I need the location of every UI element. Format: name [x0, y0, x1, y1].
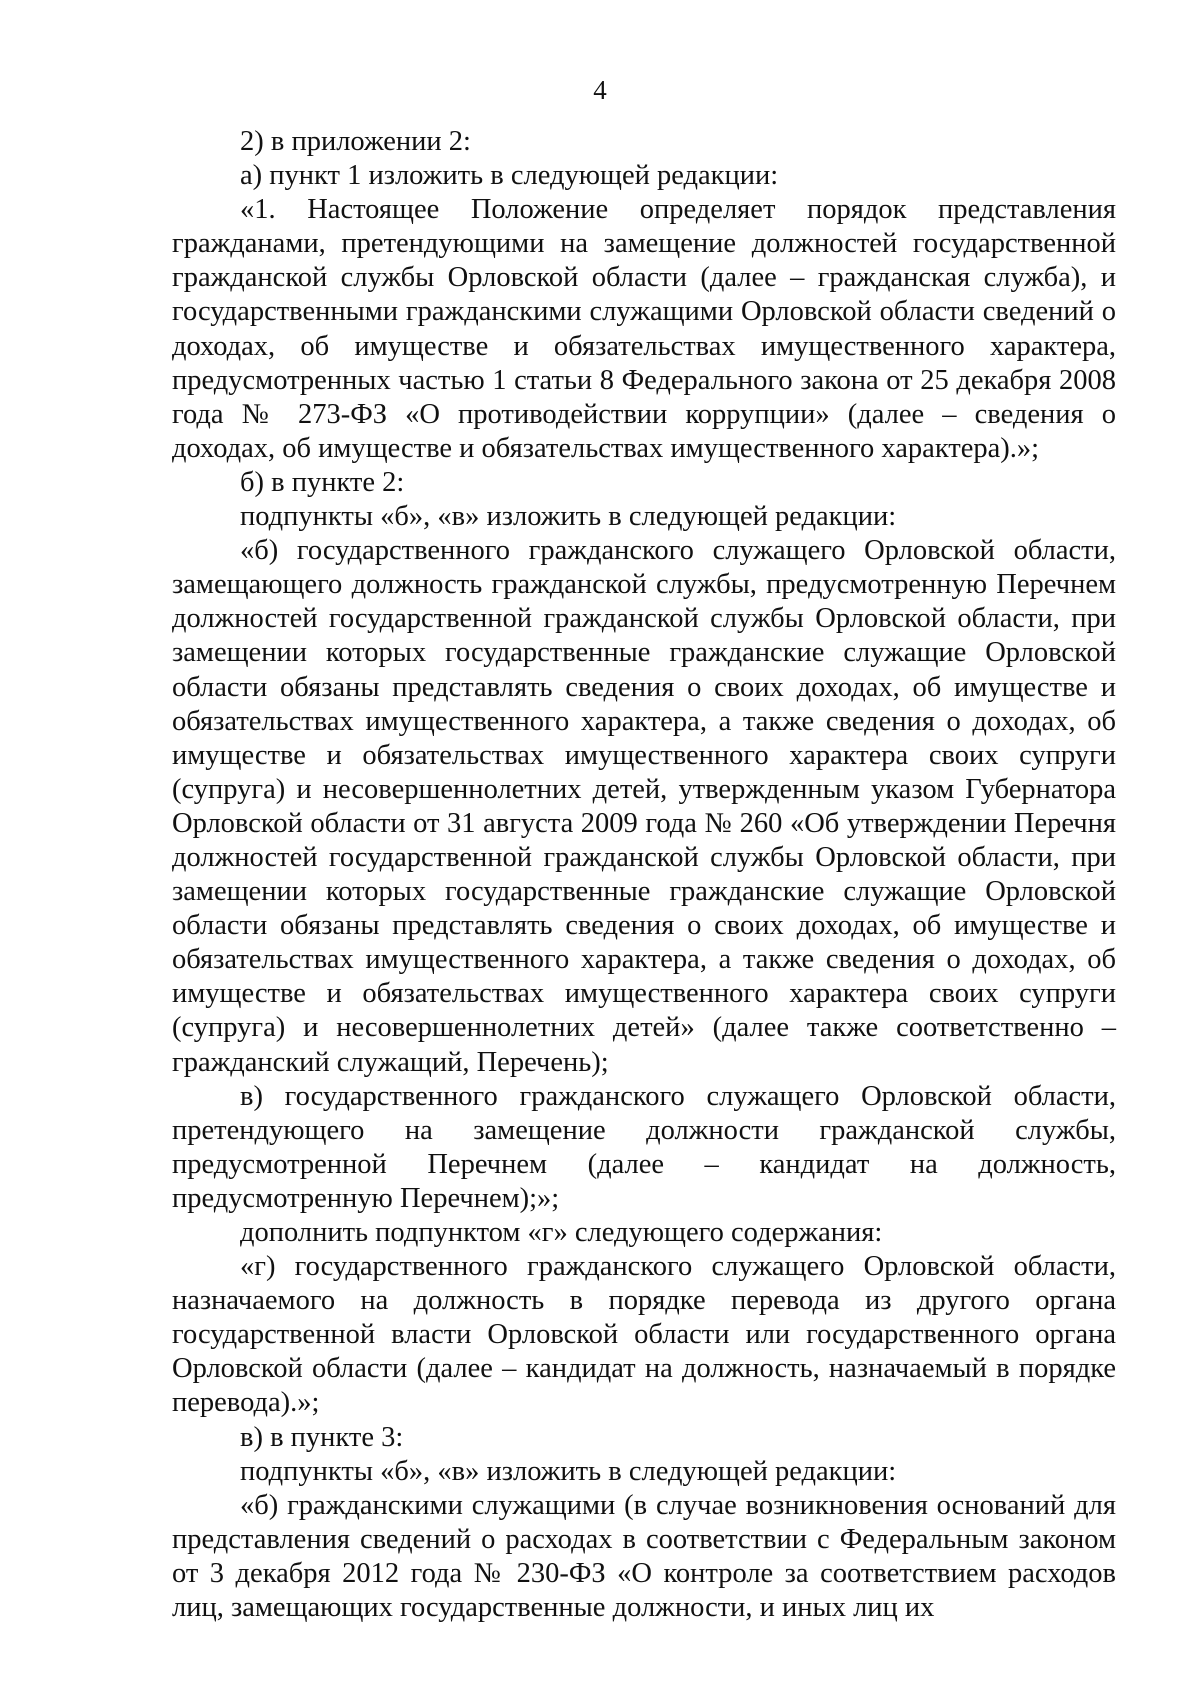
paragraph-subitem-a: а) пункт 1 изложить в следующей редакции: — [240, 160, 779, 192]
paragraph-subclause-v-text: в) государственного гражданского служащего Орловской области, претендующего на замещение должности гражданской службы, предусмотренной Перечнем (далее – кандидат на должность, предусмотренную Перечнем);»; — [172, 1080, 1116, 1214]
paragraph-subclause-g-text: «г) государственного гражданского служащего Орловской области, назначаемого на должность в порядке перевода из другого органа государственной власти Орловской области или государственного органа Орловской области (далее – кандидат на должность, назначаемый в порядке перевода).»; — [172, 1251, 1116, 1419]
paragraph-subitem-v: в) в пункте 3: — [240, 1421, 404, 1453]
paragraph-item-2-appendix-2: 2) в приложении 2: — [240, 126, 471, 157]
paragraph-subclauses-b-v-intro-2: подпункты «б», «в» изложить в следующей редакции: — [240, 1455, 897, 1487]
paragraph-subitem-b: б) в пункте 2: — [240, 466, 405, 498]
paragraph-clause-1-text: «1. Настоящее Положение определяет порядок представления гражданами, претендующими на замещение должностей государственной гражданской службы Орловской области (далее – гражданская служба), и государственными гражданскими служащими Орловской области сведений о доходах, об имуществе и обязательствах имущественного характера, предусмотренных частью 1 статьи 8 Федерального закона от 25 декабря 2008 года № 273-ФЗ «О противодействии коррупции» (далее – сведения о доходах, об имуществе и обязательствах имущественного характера).»; — [172, 194, 1116, 464]
page-number: 4 — [593, 75, 607, 105]
paragraph-subclause-b-text: «б) государственного гражданского служащего Орловской области, замещающего должность гражданской службы, предусмотренную Перечнем должностей государственной гражданской службы Орловской области, при замещении которых государственные гражданские служащие Орловской области обязаны представлять сведения о своих доходах, об имуществе и обязательствах имущественного характера, а также сведения о доходах, об имуществе и обязательствах имущественного характера своих супруги (супруга) и несовершеннолетних детей, утвержденным указом Губернатора Орловской области от 31 августа 2009 года № 260 «Об утверждении Перечня должностей государственной гражданской службы Орловской области, при замещении которых государственные гражданские служащие Орловской области обязаны представлять сведения о своих доходах, об имуществе и обязательствах имущественного характера, а также сведения о доходах, об имуществе и обязательствах имущественного характера своих супруги (супруга) и несовершеннолетних детей» (далее также соответственно – гражданский служащий, Перечень); — [172, 535, 1116, 1078]
paragraph-add-subclause-g-intro: дополнить подпунктом «г» следующего содержания: — [240, 1217, 883, 1248]
paragraph-subclause-b-text-2: «б) гражданскими служащими (в случае возникновения оснований для представления сведений о расходах в соответствии с Федеральным законом от 3 декабря 2012 года № 230-ФЗ «О контроле за соответствием расходов лиц, замещающих государственные должности, и иных лиц их — [172, 1489, 1116, 1624]
paragraph-subclauses-b-v-intro: подпункты «б», «в» изложить в следующей редакции: — [240, 501, 897, 533]
document-body — [172, 125, 1116, 1625]
